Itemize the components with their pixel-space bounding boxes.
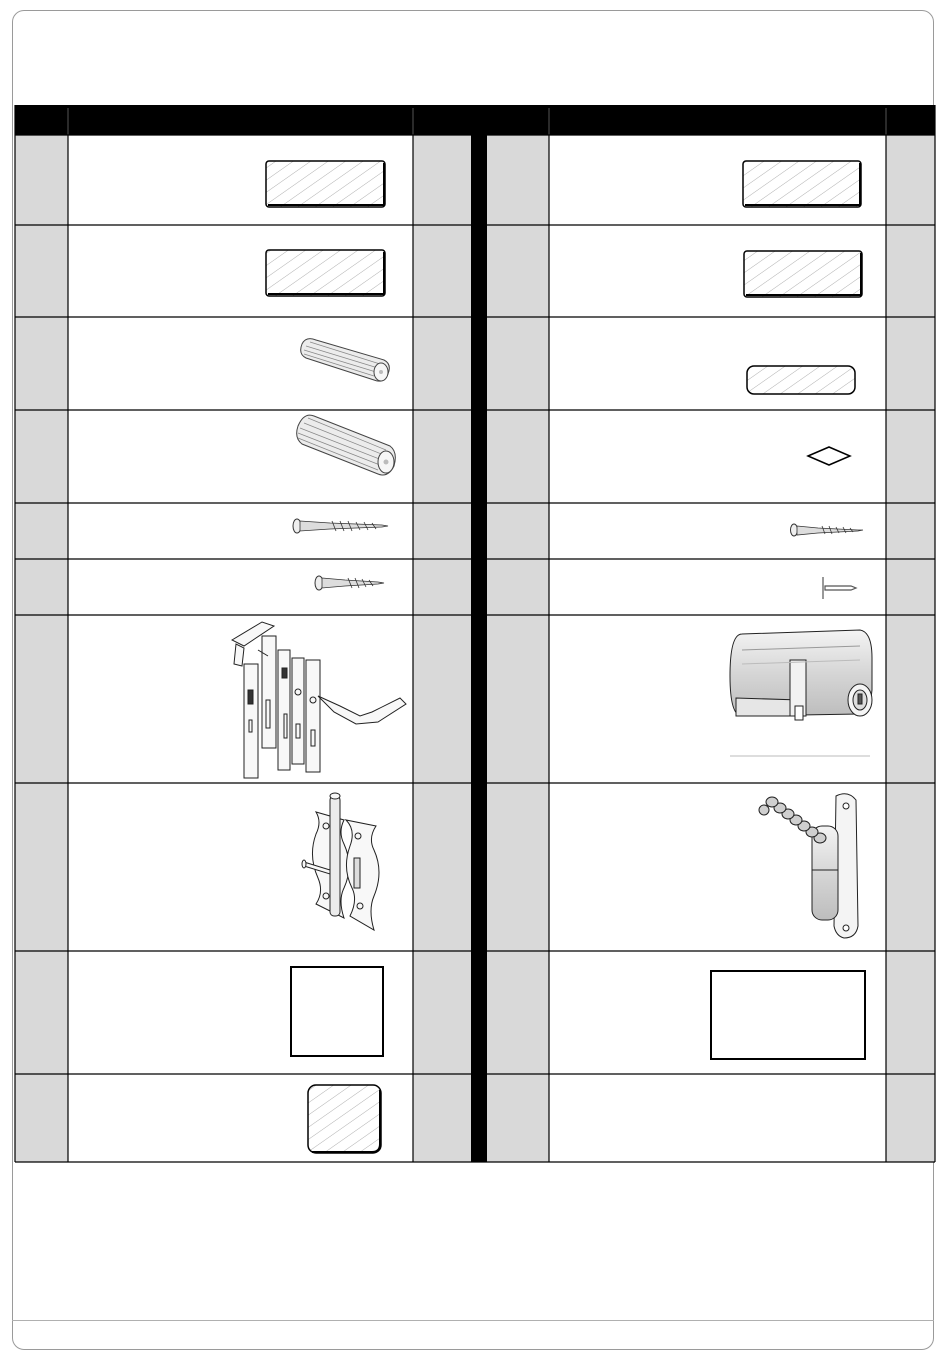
short-wood-screw-icon — [315, 576, 384, 590]
left-hatched-board-1 — [266, 161, 385, 207]
fluted-dowel-short-icon — [301, 339, 390, 381]
small-wood-screw-icon — [791, 524, 864, 536]
mortise-lock-handle-set-icon — [232, 622, 406, 778]
euro-cylinder-lock-icon — [730, 630, 872, 756]
nail-icon — [823, 577, 856, 599]
fluted-dowel-long-icon — [297, 415, 396, 475]
left-hatched-square-board — [308, 1085, 381, 1153]
long-wood-screw-icon — [293, 519, 388, 533]
butterfly-hinge-with-pin-icon — [302, 793, 379, 930]
right-hatched-board-1 — [743, 161, 861, 207]
left-hatched-board-2 — [266, 250, 385, 296]
screw-in-hinge-icon — [759, 794, 858, 938]
left-square-panel — [291, 967, 383, 1056]
right-hatched-board-2 — [744, 251, 862, 297]
panel-divider — [471, 105, 487, 1162]
right-rectangular-panel — [711, 971, 865, 1059]
diamond-shape-icon — [808, 447, 850, 465]
right-hatched-rounded-strip — [747, 366, 855, 394]
